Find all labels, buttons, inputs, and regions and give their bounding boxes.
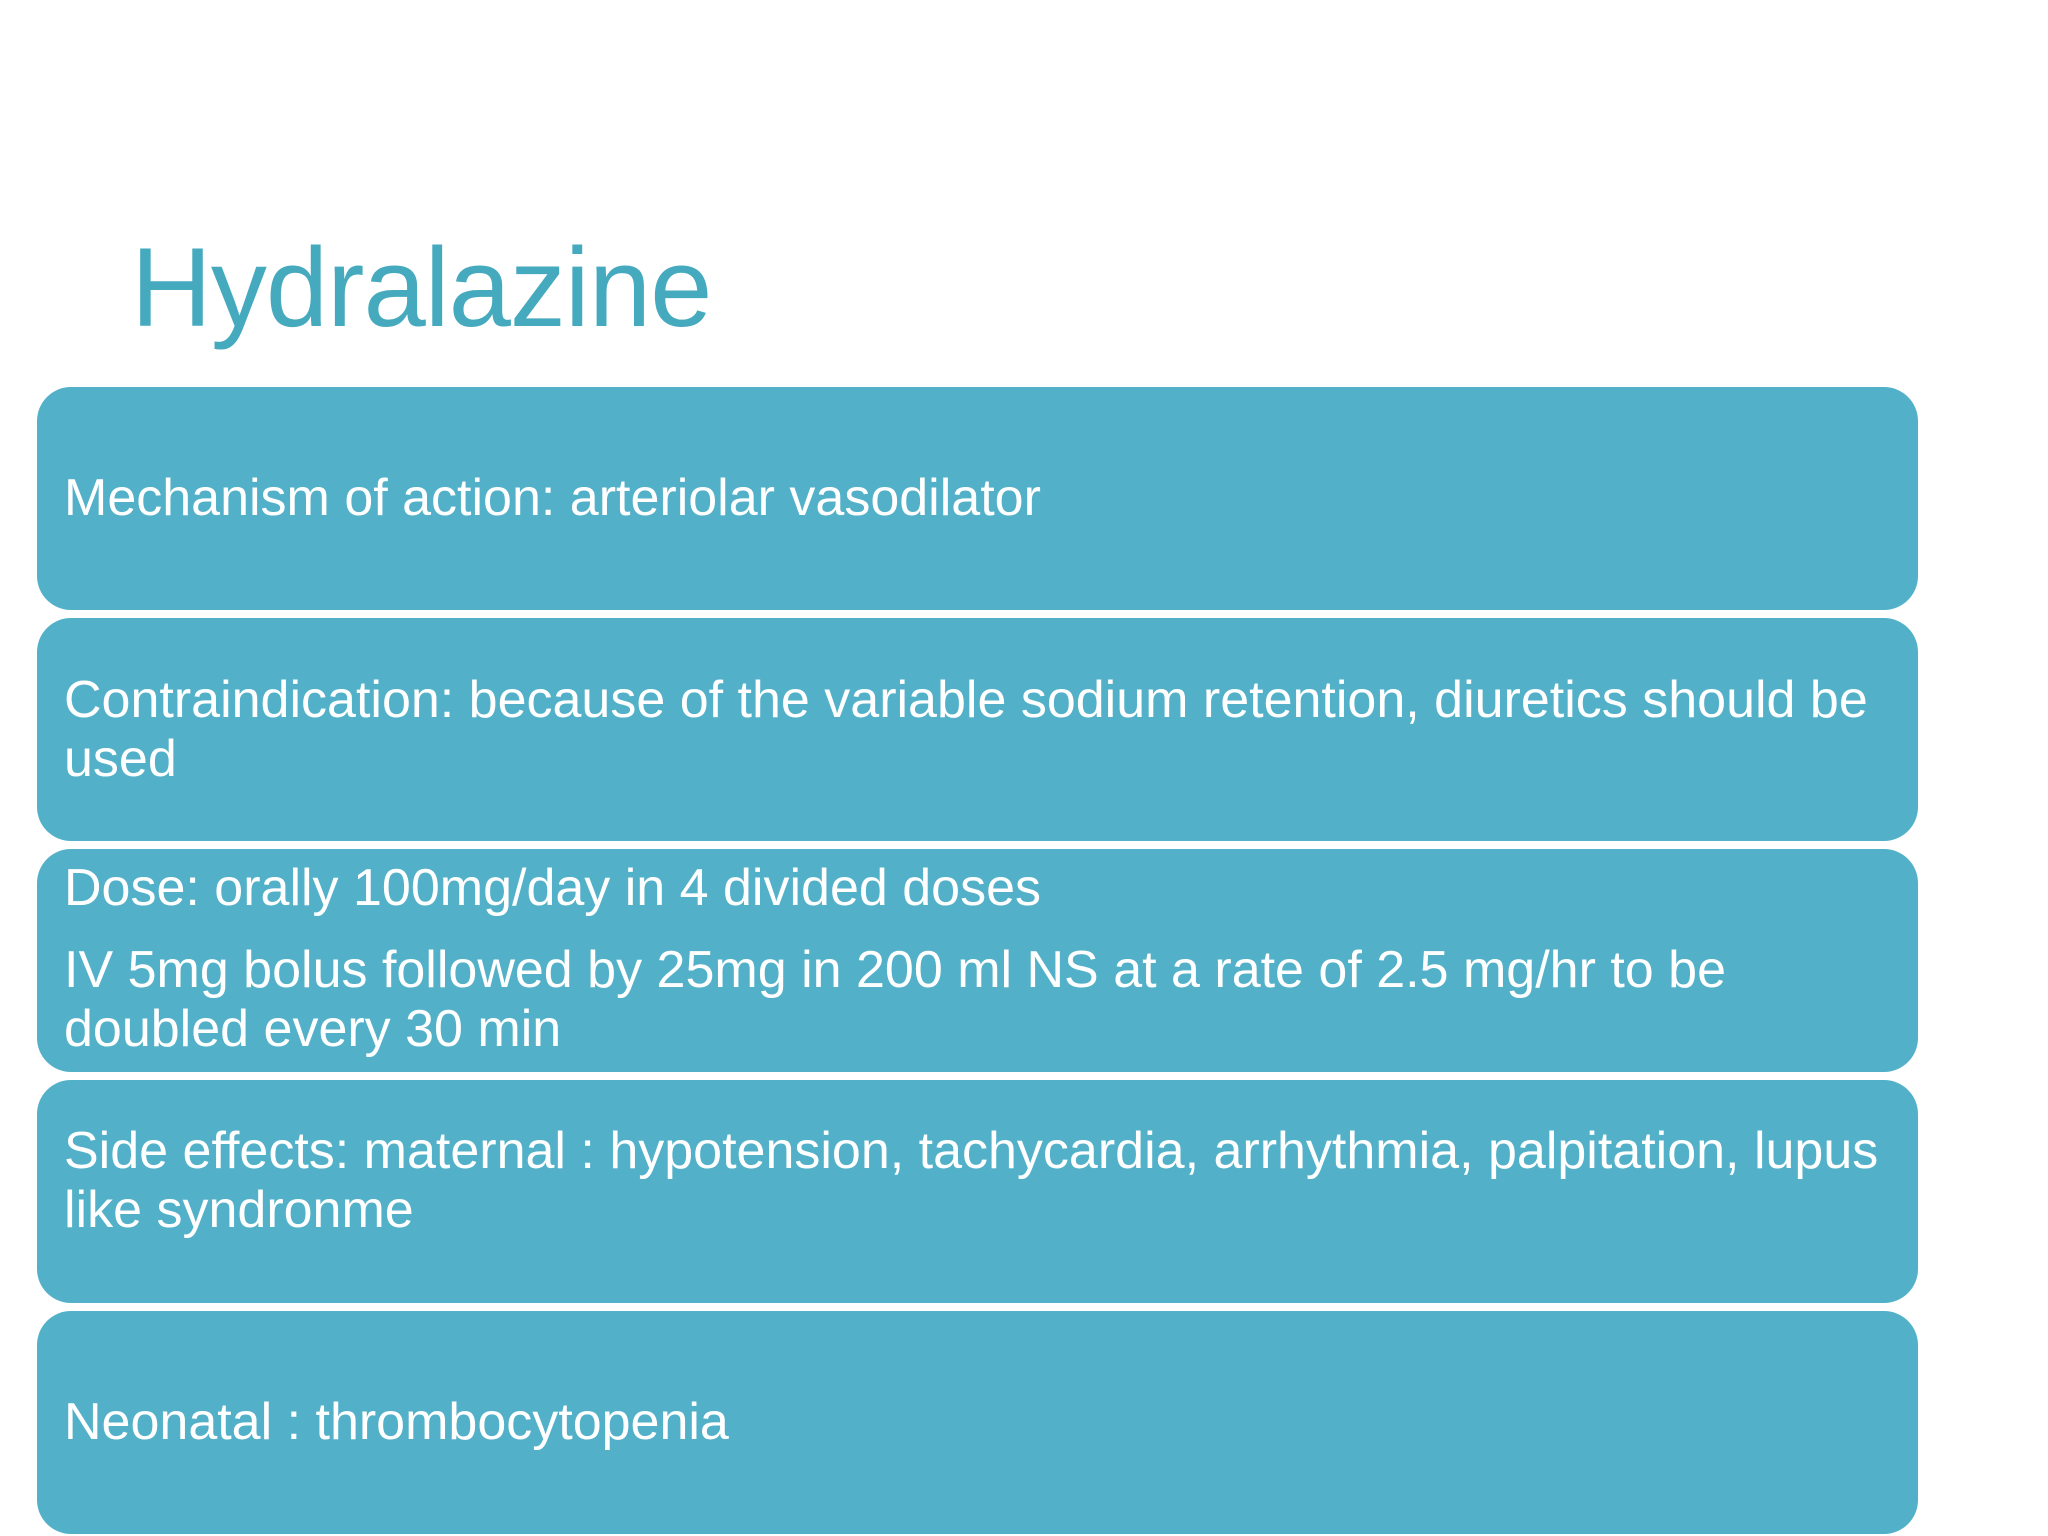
dose-iv-text: IV 5mg bolus followed by 25mg in 200 ml NS at a rate of 2.5 mg/hr to be doubled every 30 min [64, 941, 1726, 1058]
neonatal-text: Neonatal : thrombocytopenia [64, 1393, 729, 1451]
contraindication-box [37, 618, 1918, 841]
side-effects-text: Side effects: maternal : hypotension, tachycardia, arrhythmia, palpitation, lupus like syndronme [64, 1122, 1879, 1239]
dose-oral-text: Dose: orally 100mg/day in 4 divided doses [64, 859, 1042, 917]
neonatal-box [37, 1311, 1918, 1534]
dose-box [37, 849, 1918, 1072]
mechanism-text: Mechanism of action: arteriolar vasodilator [64, 469, 1041, 527]
contraindication-text: Contraindication: because of the variable sodium retention, diuretics should be used [64, 670, 1868, 788]
slide-title: Hydralazine [131, 225, 712, 350]
side-effects-box [37, 1080, 1918, 1303]
mechanism-box [37, 387, 1918, 610]
